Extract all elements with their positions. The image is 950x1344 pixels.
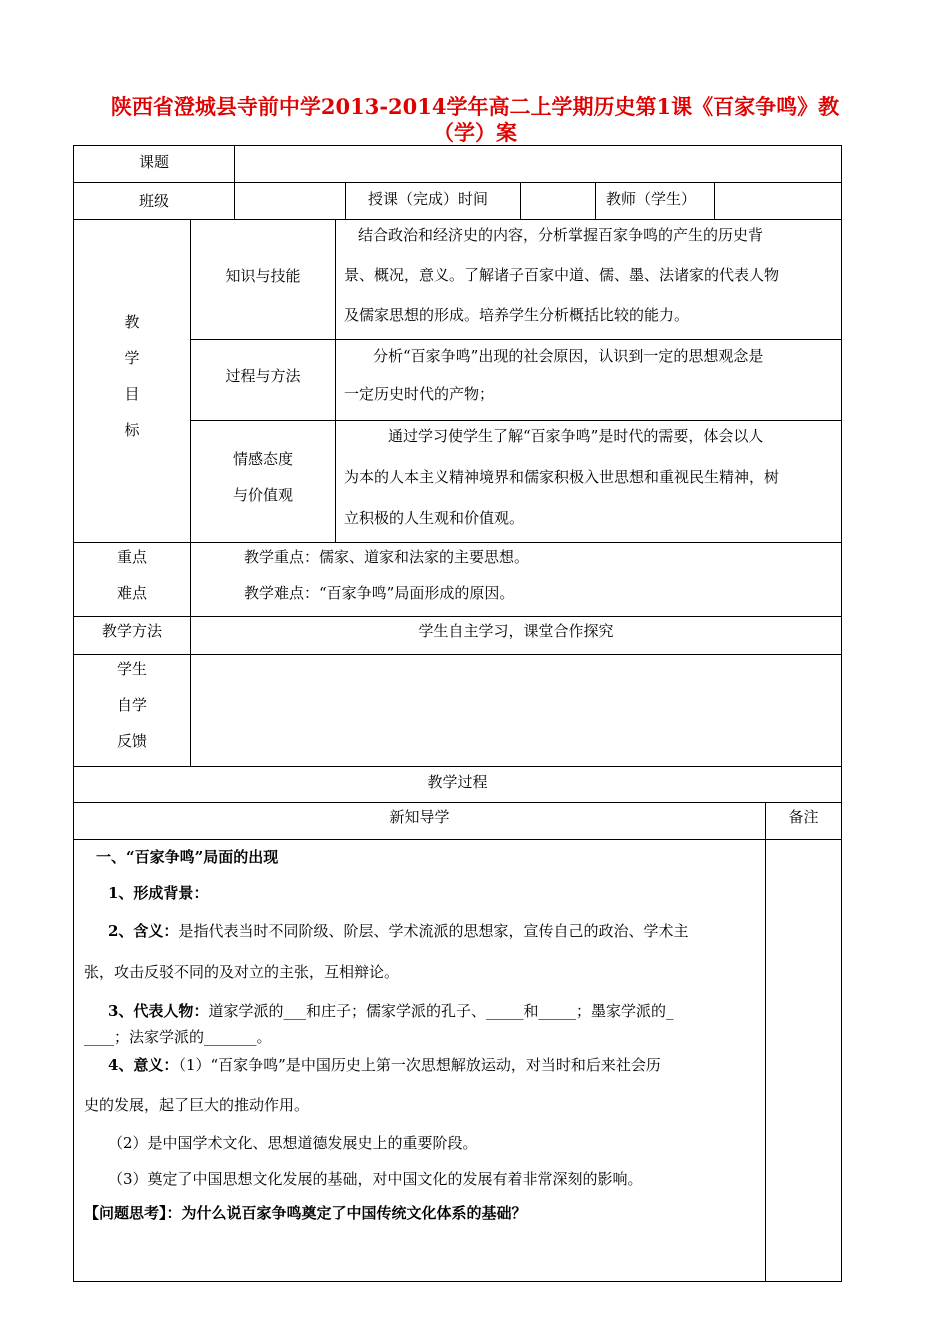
item-3-line-a (108, 1000, 673, 1021)
teaching-focus: 教学重点：儒家、道家和法家的主要思想。 (244, 548, 530, 566)
topic-label-cell (73, 145, 235, 183)
title-line-1: 陕西省澄城县寺前中学2013-2014学年高二上学期历史第1课《百家争鸣》教 (110, 94, 840, 119)
method-value-cell (190, 616, 842, 655)
item-1: 1、形成背景： (108, 884, 209, 902)
class-label-cell (73, 182, 235, 220)
process-text-cell (335, 339, 842, 421)
item-3-label: 3、代表人物： (108, 1002, 209, 1020)
emotion-label-cell (190, 420, 336, 543)
process-label: 过程与方法 (225, 367, 301, 385)
lesson-plan-table (73, 145, 842, 1282)
item-4-line-b: 史的发展，起了巨大的推动作用。 (84, 1096, 310, 1114)
feedback-label-1: 学生 (116, 660, 147, 678)
emotion-line-3: 立积极的人生观和价值观。 (344, 509, 525, 527)
item-4-2: （2）是中国学术文化、思想道德发展史上的重要阶段。 (108, 1134, 478, 1152)
teacher-label: 教师（学生） (606, 190, 697, 208)
title-line-2: （学）案 (433, 120, 517, 145)
item-4-text-a: （1）“百家争鸣”是中国历史上第一次思想解放运动，对当时和后来社会历 (178, 1056, 661, 1074)
emotion-label-1: 情感态度 (232, 450, 293, 468)
process-header: 教学过程 (427, 773, 488, 791)
knowledge-text-cell (335, 219, 842, 340)
feedback-label-3: 反馈 (116, 732, 147, 750)
feedback-value-cell (190, 654, 842, 767)
question: 【问题思考】：为什么说百家争鸣奠定了中国传统文化体系的基础？ (84, 1204, 527, 1222)
col-main-header-cell (73, 802, 766, 840)
process-line-1: 分析“百家争鸣”出现的社会原因，认识到一定的思想观念是 (373, 347, 764, 365)
item-2-line-a (108, 920, 688, 941)
topic-label: 课题 (138, 153, 169, 171)
process-label-cell (190, 339, 336, 421)
note-cell (765, 839, 842, 1282)
col-note-header-cell (765, 802, 842, 840)
knowledge-line-3: 及儒家思想的形成。培养学生分析概括比较的能力。 (344, 306, 690, 324)
item-4-line-a (108, 1054, 661, 1075)
objectives-char-2: 学 (124, 349, 140, 367)
teacher-label-cell (595, 182, 715, 220)
item-4-label: 4、意义： (108, 1056, 179, 1074)
document-title (70, 94, 880, 146)
objectives-label-cell (73, 219, 191, 543)
keypoints-label-1: 重点 (116, 548, 147, 566)
item-3-text-a: 道家学派的___和庄子；儒家学派的孔子、_____和_____；墨家学派的_ (208, 1002, 674, 1020)
item-2-text-a: 是指代表当时不同阶级、阶层、学术流派的思想家，宣传自己的政治、学术主 (178, 922, 689, 940)
knowledge-line-2: 景、概况，意义。了解诸子百家中道、儒、墨、法诸家的代表人物 (344, 266, 780, 284)
emotion-line-1: 通过学习使学生了解“百家争鸣”是时代的需要，体会以人 (388, 427, 764, 445)
col-main-header: 新知导学 (389, 808, 450, 826)
time-label: 授课（完成）时间 (368, 190, 489, 208)
objectives-char-1: 教 (124, 313, 140, 331)
item-4-3: （3）奠定了中国思想文化发展的基础，对中国文化的发展有着非常深刻的影响。 (108, 1170, 643, 1188)
emotion-line-2: 为本的人本主义精神境界和儒家积极入世思想和重视民生精神，树 (344, 468, 780, 486)
item-2-label: 2、含义： (108, 922, 179, 940)
teacher-value-cell (714, 182, 842, 220)
process-line-2: 一定历史时代的产物； (344, 385, 495, 403)
item-3-line-b: ____；法家学派的_______。 (84, 1028, 272, 1046)
content-cell (73, 839, 766, 1282)
time-value-cell (520, 182, 596, 220)
keypoints-text-cell (190, 542, 842, 617)
class-label: 班级 (138, 192, 169, 210)
feedback-label-cell (73, 654, 191, 767)
knowledge-line-1: 结合政治和经济史的内容，分析掌握百家争鸣的产生的历史背 (358, 226, 764, 244)
method-label-cell (73, 616, 191, 655)
section-title: 一、“百家争鸣”局面的出现 (96, 848, 279, 866)
objectives-char-4: 标 (124, 421, 140, 439)
emotion-text-cell (335, 420, 842, 543)
class-value-cell (234, 182, 346, 220)
knowledge-label-cell (190, 219, 336, 340)
objectives-char-3: 目 (124, 385, 140, 403)
time-label-cell (345, 182, 521, 220)
knowledge-label: 知识与技能 (225, 267, 301, 285)
keypoints-label-2: 难点 (116, 584, 147, 602)
method-value: 学生自主学习，课堂合作探究 (418, 622, 614, 640)
teaching-difficulty: 教学难点：“百家争鸣”局面形成的原因。 (244, 584, 515, 602)
item-2-line-b: 张，攻击反驳不同的及对立的主张，互相辩论。 (84, 963, 400, 981)
method-label: 教学方法 (101, 622, 162, 640)
feedback-label-2: 自学 (116, 696, 147, 714)
keypoints-label-cell (73, 542, 191, 617)
col-note-header: 备注 (788, 808, 819, 826)
emotion-label-2: 与价值观 (232, 486, 293, 504)
topic-value-cell (234, 145, 842, 183)
process-header-cell (73, 766, 842, 803)
